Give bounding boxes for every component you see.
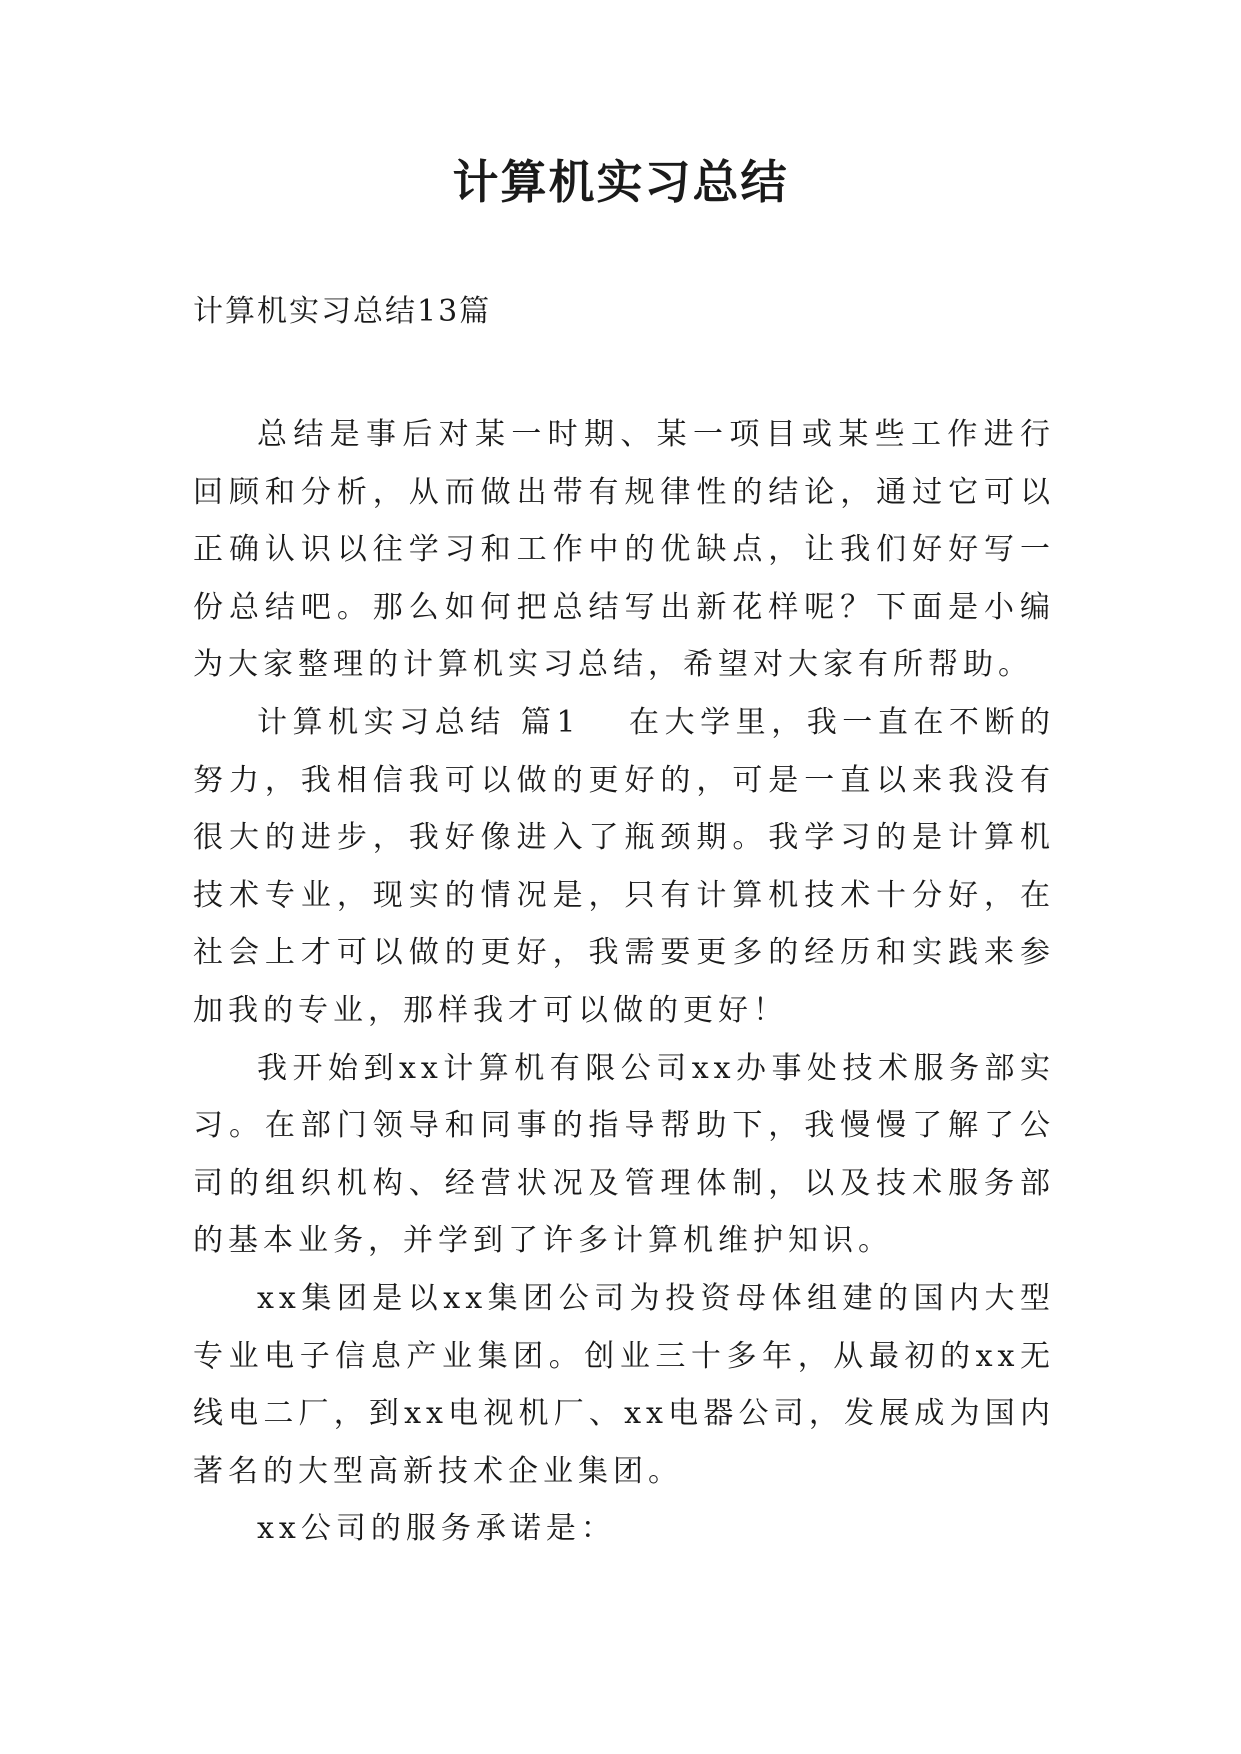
document-subtitle: 计算机实习总结13篇 — [193, 294, 492, 329]
document-body — [193, 406, 1055, 1558]
section-1-paragraph — [193, 694, 1055, 1040]
intro-paragraph: 总结是事后对某一时期、某一项目或某些工作进行回顾和分析，从而做出带有规律性的结论，通过它可以正确认识以往学习和工作中的优缺点，让我们好好写一份总结吧。那么如何把总结写出新花样呢？下面是小编为大家整理的计算机实习总结，希望对大家有所帮助。 — [193, 417, 1055, 683]
section-1-text: 在大学里，我一直在不断的努力，我相信我可以做的更好的，可是一直以来我没有很大的进步，我好像进入了瓶颈期。我学习的是计算机技术专业，现实的情况是，只有计算机技术十分好，在社会上才可以做的更好，我需要更多的经历和实践来参加我的专业，那样我才可以做的更好！ — [193, 704, 1055, 1028]
document-title: 计算机实习总结 — [452, 155, 789, 209]
company-paragraph: xx集团是以xx集团公司为投资母体组建的国内大型专业电子信息产业集团。创业三十多年，从最初的xx无线电二厂，到xx电视机厂、xx电器公司，发展成为国内著名的大型高新技术企业集团。 — [193, 1280, 1055, 1489]
service-promise-paragraph: xx公司的服务承诺是： — [257, 1511, 616, 1547]
internship-paragraph: 我开始到xx计算机有限公司xx办事处技术服务部实习。在部门领导和同事的指导帮助下，我慢慢了解了公司的组织机构、经营状况及管理体制，以及技术服务部的基本业务，并学到了许多计算机维护知识。 — [193, 1050, 1055, 1259]
section-1-heading: 计算机实习总结 篇1 — [257, 704, 581, 740]
